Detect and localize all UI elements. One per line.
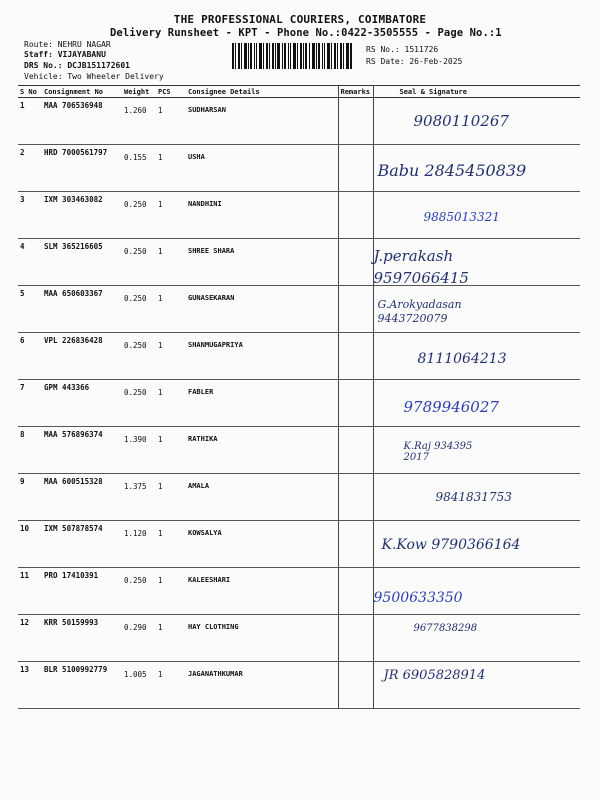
row-sno: 4 — [18, 239, 42, 286]
row-consignee: SHREE SHARA — [186, 239, 338, 286]
row-sno: 5 — [18, 286, 42, 333]
row-sno: 6 — [18, 333, 42, 380]
row-pcs: 1 — [156, 333, 186, 380]
col-header-remarks: Remarks — [338, 86, 373, 98]
row-weight: 0.250 — [122, 380, 156, 427]
row-remarks — [338, 662, 373, 709]
table-row — [18, 615, 580, 662]
row-pcs: 1 — [156, 568, 186, 615]
row-sno: 2 — [18, 145, 42, 192]
row-sno: 10 — [18, 521, 42, 568]
row-weight: 0.250 — [122, 239, 156, 286]
row-consignment: IXM 507878574 — [42, 521, 122, 568]
row-pcs: 1 — [156, 192, 186, 239]
company-title: THE PROFESSIONAL COURIERS, COIMBATORE — [173, 13, 427, 26]
col-header-consignment: Consignment No — [42, 86, 122, 98]
row-signature — [373, 474, 580, 521]
handwritten-signature: 9841831753 — [435, 490, 512, 504]
row-consignee: AMALA — [186, 474, 338, 521]
handwritten-signature: 8111064213 — [417, 351, 507, 367]
row-remarks — [338, 192, 373, 239]
row-sno: 11 — [18, 568, 42, 615]
row-consignment: SLM 365216605 — [42, 239, 122, 286]
row-signature — [373, 239, 580, 286]
vehicle-text: Vehicle: Two Wheeler Delivery — [24, 72, 164, 81]
table-row — [18, 239, 580, 286]
row-weight: 1.260 — [122, 98, 156, 145]
row-signature — [373, 333, 580, 380]
col-header-signature: Seal & Signature — [373, 86, 580, 98]
staff-text: Staff: VIJAYABANU — [24, 50, 106, 59]
row-remarks — [338, 521, 373, 568]
row-consignee: KOWSALYA — [186, 521, 338, 568]
row-consignee: HAY CLOTHING — [186, 615, 338, 662]
row-pcs: 1 — [156, 521, 186, 568]
row-consignee: GUNASEKARAN — [186, 286, 338, 333]
row-sno: 8 — [18, 427, 42, 474]
row-pcs: 1 — [156, 145, 186, 192]
row-weight: 0.155 — [122, 145, 156, 192]
row-sno: 1 — [18, 98, 42, 145]
row-remarks — [338, 568, 373, 615]
row-remarks — [338, 333, 373, 380]
row-consignment: KRR 50159993 — [42, 615, 122, 662]
row-consignee: SHANMUGAPRIYA — [186, 333, 338, 380]
handwritten-signature: 9500633350 — [373, 590, 463, 606]
row-weight: 1.375 — [122, 474, 156, 521]
row-pcs: 1 — [156, 239, 186, 286]
row-remarks — [338, 474, 373, 521]
row-consignee: SUDHARSAN — [186, 98, 338, 145]
row-consignment: HRD 7000561797 — [42, 145, 122, 192]
handwritten-signature: 9789946027 — [403, 398, 499, 416]
runsheet-subtitle: Delivery Runsheet - KPT - Phone No.:0422-3505555 - Page No.:1 — [110, 27, 502, 39]
table-header-row — [18, 86, 580, 98]
row-signature — [373, 192, 580, 239]
row-weight: 1.390 — [122, 427, 156, 474]
row-consignment: MAA 576896374 — [42, 427, 122, 474]
col-header-weight: Weight — [122, 86, 156, 98]
row-remarks — [338, 615, 373, 662]
row-signature — [373, 427, 580, 474]
col-header-sno: S No — [18, 86, 42, 98]
row-consignment: BLR 5100992779 — [42, 662, 122, 709]
row-signature — [373, 98, 580, 145]
route-text: Route: NEHRU NAGAR — [24, 40, 111, 49]
row-weight: 0.250 — [122, 286, 156, 333]
row-signature — [373, 145, 580, 192]
table-row — [18, 427, 580, 474]
row-consignment: PRO 17410391 — [42, 568, 122, 615]
row-weight: 1.005 — [122, 662, 156, 709]
col-header-consignee: Consignee Details — [186, 86, 338, 98]
row-weight: 0.290 — [122, 615, 156, 662]
row-sno: 7 — [18, 380, 42, 427]
row-consignment: IXM 303463082 — [42, 192, 122, 239]
runsheet-table — [18, 85, 580, 709]
row-consignment: MAA 600515328 — [42, 474, 122, 521]
handwritten-signature: JR 6905828914 — [383, 668, 486, 683]
row-consignee: RATHIKA — [186, 427, 338, 474]
table-row — [18, 380, 580, 427]
row-pcs: 1 — [156, 427, 186, 474]
row-weight: 0.250 — [122, 192, 156, 239]
table-row — [18, 568, 580, 615]
row-sno: 3 — [18, 192, 42, 239]
row-consignee: KALEESHARI — [186, 568, 338, 615]
col-header-pcs: PCS — [156, 86, 186, 98]
row-signature — [373, 662, 580, 709]
handwritten-signature: 9080110267 — [413, 112, 509, 130]
row-remarks — [338, 380, 373, 427]
row-pcs: 1 — [156, 380, 186, 427]
row-signature — [373, 286, 580, 333]
rs-number: RS No.: 1511726 — [366, 45, 439, 54]
row-signature — [373, 380, 580, 427]
row-sno: 9 — [18, 474, 42, 521]
row-pcs: 1 — [156, 662, 186, 709]
handwritten-signature: 9677838298 — [413, 623, 478, 634]
row-remarks — [338, 145, 373, 192]
drs-number: DRS No.: DCJB151172601 — [24, 61, 130, 70]
row-signature — [373, 615, 580, 662]
handwritten-signature: J.perakash 9597066415 — [373, 247, 469, 287]
row-remarks — [338, 239, 373, 286]
row-weight: 1.120 — [122, 521, 156, 568]
handwritten-signature: K.Kow 9790366164 — [381, 537, 521, 553]
row-weight: 0.250 — [122, 333, 156, 380]
row-consignment: GPM 443366 — [42, 380, 122, 427]
table-row — [18, 662, 580, 709]
table-row — [18, 333, 580, 380]
row-signature — [373, 568, 580, 615]
row-consignee: NANDHINI — [186, 192, 338, 239]
table-row — [18, 98, 580, 145]
table-row — [18, 145, 580, 192]
row-signature — [373, 521, 580, 568]
rs-date: RS Date: 26-Feb-2025 — [366, 57, 463, 66]
handwritten-signature: Babu 2845450839 — [377, 161, 527, 180]
row-weight: 0.250 — [122, 568, 156, 615]
handwritten-signature: K.Raj 934395 2017 — [403, 441, 473, 463]
table-row — [18, 474, 580, 521]
table-row — [18, 192, 580, 239]
row-consignee: FABLER — [186, 380, 338, 427]
row-sno: 13 — [18, 662, 42, 709]
row-pcs: 1 — [156, 615, 186, 662]
handwritten-signature: 9885013321 — [423, 210, 500, 224]
table-row — [18, 521, 580, 568]
row-remarks — [338, 98, 373, 145]
handwritten-signature: G.Arokyadasan 9443720079 — [377, 298, 462, 325]
barcode-image — [232, 43, 352, 69]
row-remarks — [338, 427, 373, 474]
row-consignment: MAA 650603367 — [42, 286, 122, 333]
table-row — [18, 286, 580, 333]
row-sno: 12 — [18, 615, 42, 662]
row-consignee: JAGANATHKUMAR — [186, 662, 338, 709]
row-pcs: 1 — [156, 286, 186, 333]
row-pcs: 1 — [156, 98, 186, 145]
row-remarks — [338, 286, 373, 333]
row-consignee: USHA — [186, 145, 338, 192]
row-consignment: VPL 226836428 — [42, 333, 122, 380]
row-pcs: 1 — [156, 474, 186, 521]
row-consignment: MAA 706536948 — [42, 98, 122, 145]
